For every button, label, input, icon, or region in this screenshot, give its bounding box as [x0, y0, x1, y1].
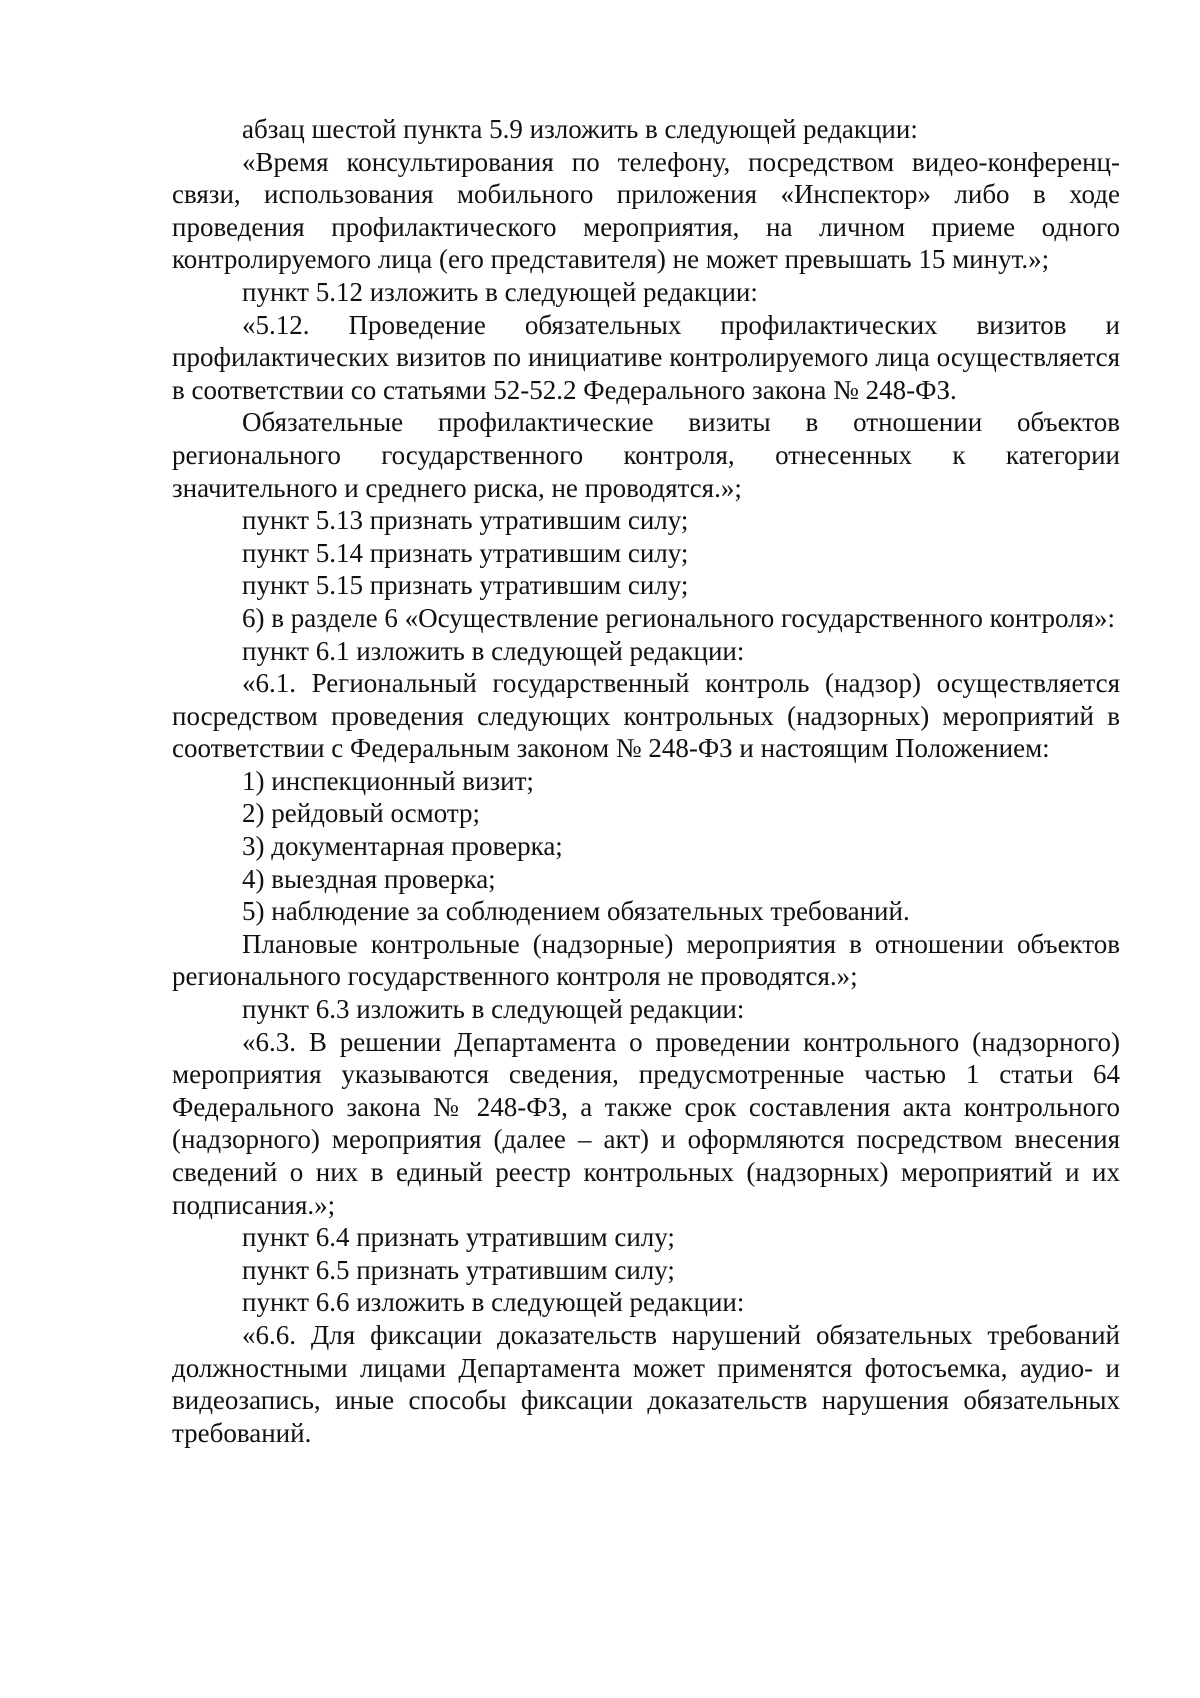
paragraph-section-6: 6) в разделе 6 «Осуществление регионального государственного контроля»:: [242, 602, 1115, 633]
paragraph-5-9-intro: абзац шестой пункта 5.9 изложить в следующей редакции:: [242, 114, 918, 144]
paragraph-5-12-intro: пункт 5.12 изложить в следующей редакции:: [242, 276, 758, 307]
paragraph-6-6-text: «6.6. Для фиксации доказательств нарушений обязательных требований должностными лицами Департамента может применятся фотосъемка, аудио- и видеозапись, иные способы фиксации доказательств нарушения обязательных требований.: [172, 1319, 1120, 1448]
paragraph-6-1-text: «6.1. Региональный государственный контроль (надзор) осуществляется посредством проведения следующих контрольных (надзорных) мероприятий в соответствии с Федеральным законом № 248-ФЗ и настоящим Положением:: [172, 668, 1120, 764]
paragraph-6-5-repealed: пункт 6.5 признать утратившим силу;: [242, 1254, 675, 1285]
paragraph-planned-measures: Плановые контрольные (надзорные) мероприятия в отношении объектов регионального государственного контроля не проводятся.»;: [172, 928, 1120, 992]
paragraph-6-3-text: «6.3. В решении Департамента о проведении контрольного (надзорного) мероприятия указываются сведения, предусмотренные частью 1 статьи 64 Федерального закона № 248-ФЗ, а также срок составления акта контрольного (надзорного) мероприятия (далее – акт) и оформляются посредством внесения сведений о них в единый реестр контрольных (надзорных) мероприятий и их подписания.»;: [172, 1026, 1120, 1220]
paragraph-consultation-time: «Время консультирования по телефону, посредством видео-конференц-связи, использования мобильного приложения «Инспектор» либо в ходе проведения профилактического мероприятия, на личном приеме одного контролируемого лица (его представителя) не может превышать 15 минут.»;: [172, 146, 1120, 275]
document-page: [172, 113, 1120, 1449]
paragraph-6-3-intro: пункт 6.3 изложить в следующей редакции:: [242, 994, 745, 1025]
paragraph-5-15-repealed: пункт 5.15 признать утратившим силу;: [242, 570, 689, 601]
paragraph-6-6-intro: пункт 6.6 изложить в следующей редакции:: [242, 1287, 745, 1318]
list-item-field-check: 4) выездная проверка;: [242, 863, 496, 894]
paragraph-6-4-repealed: пункт 6.4 признать утратившим силу;: [242, 1222, 675, 1253]
list-item-inspection-visit: 1) инспекционный визит;: [242, 765, 534, 796]
paragraph-6-1-intro: пункт 6.1 изложить в следующей редакции:: [242, 635, 745, 666]
list-item-document-check: 3) документарная проверка;: [242, 831, 563, 862]
paragraph-5-14-repealed: пункт 5.14 признать утратившим силу;: [242, 537, 689, 568]
list-item-raid-inspection: 2) рейдовый осмотр;: [242, 798, 481, 829]
list-item-observation: 5) наблюдение за соблюдением обязательных требований.: [242, 896, 910, 927]
paragraph-5-13-repealed: пункт 5.13 признать утратившим силу;: [242, 505, 689, 536]
paragraph-5-12-text: «5.12. Проведение обязательных профилактических визитов и профилактических визитов по инициативе контролируемого лица осуществляется в соответствии со статьями 52-52.2 Федерального закона № 248-ФЗ.: [172, 309, 1120, 405]
paragraph-mandatory-visits: Обязательные профилактические визиты в отношении объектов регионального государственного контроля, отнесенных к категории значительного и среднего риска, не проводятся.»;: [172, 407, 1120, 503]
